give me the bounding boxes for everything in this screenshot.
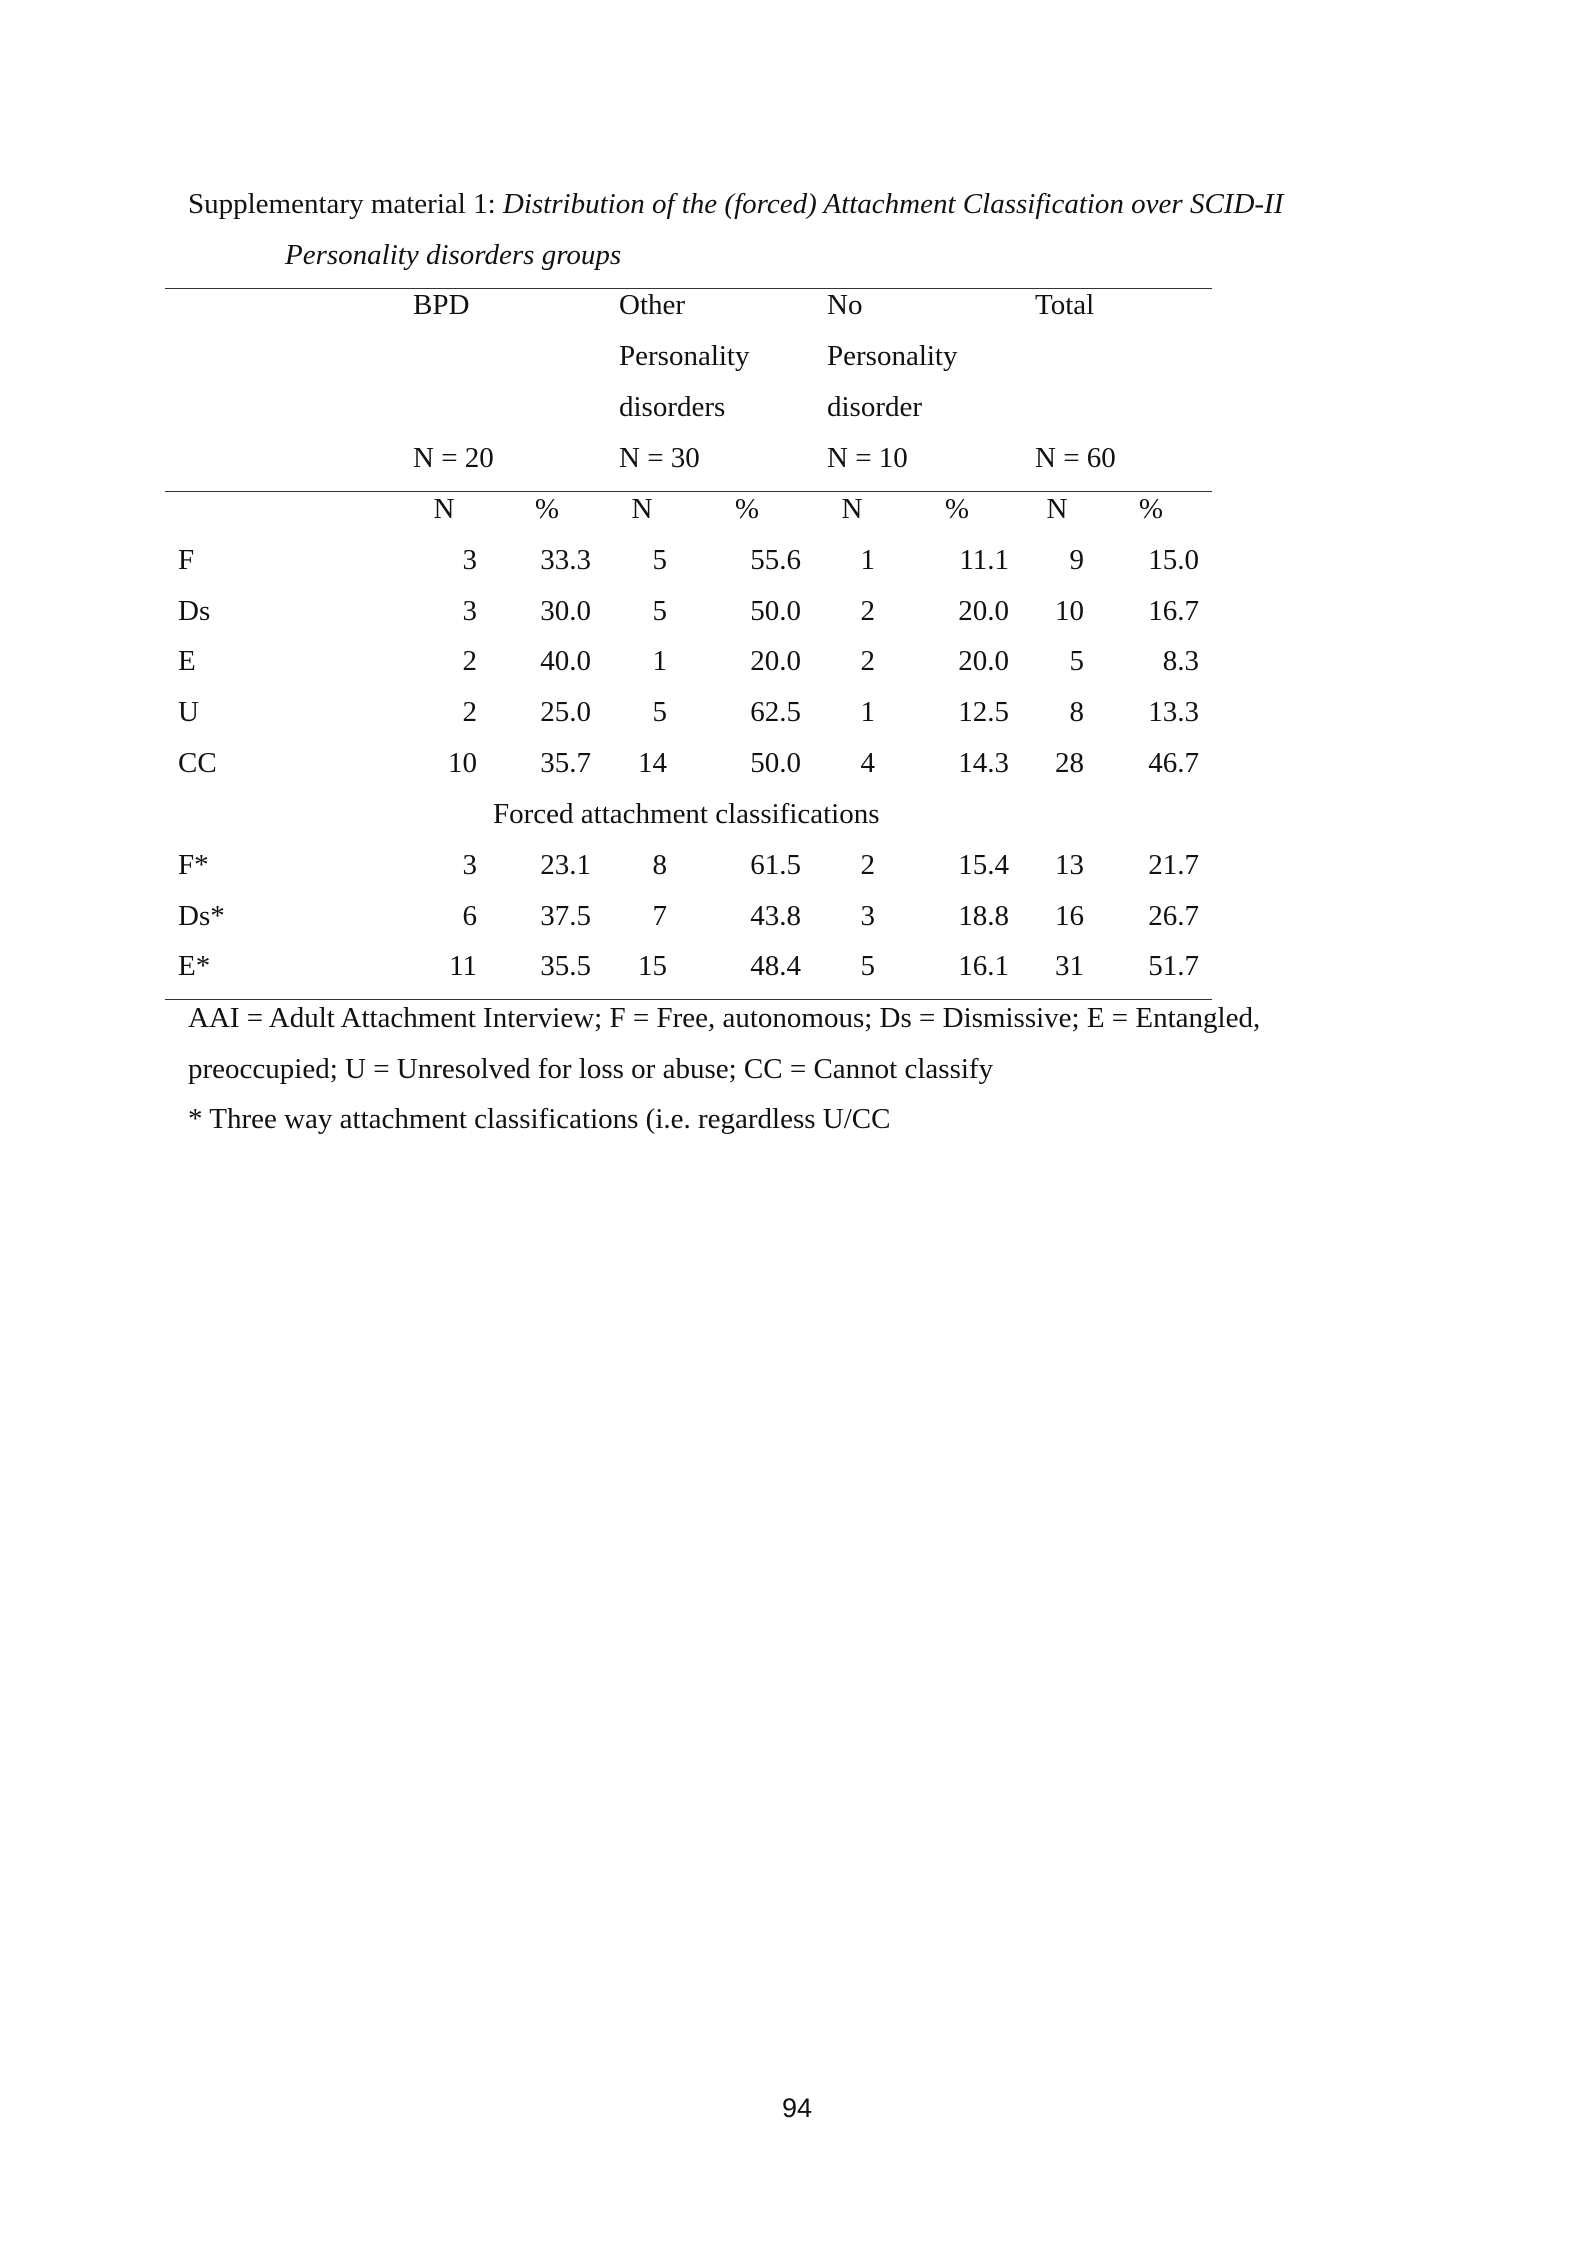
table-cell: 20.0 (958, 595, 1009, 627)
note-line-1: AAI = Adult Attachment Interview; F = Free, autonomous; Ds = Dismissive; E = Entangled, (188, 1002, 1261, 1034)
column-group-n: N = 10 (827, 442, 908, 474)
table-cell: 12.5 (958, 696, 1009, 728)
table-cell: 15.0 (1148, 544, 1199, 576)
table-cell: 8 (1069, 696, 1084, 728)
table-cell: 30.0 (540, 595, 591, 627)
table-cell: 10 (1055, 595, 1084, 627)
column-group-header: disorders (619, 391, 726, 423)
row-label: Ds* (178, 900, 225, 932)
table-cell: 2 (860, 595, 875, 627)
sub-header: % (734, 493, 760, 525)
table-bottom-rule (165, 999, 1212, 1000)
table-cell: 28 (1055, 747, 1084, 779)
table-cell: 1 (860, 544, 875, 576)
column-group-header: disorder (827, 391, 923, 423)
caption-title-line2: Personality disorders groups (285, 239, 622, 271)
table-cell: 14.3 (958, 747, 1009, 779)
table-cell: 5 (1069, 645, 1084, 677)
table-cell: 2 (860, 849, 875, 881)
table-cell: 23.1 (540, 849, 591, 881)
header-rule (165, 491, 1212, 492)
table-cell: 2 (462, 696, 477, 728)
table-cell: 16.7 (1148, 595, 1199, 627)
table-cell: 26.7 (1148, 900, 1199, 932)
table-cell: 11.1 (959, 544, 1009, 576)
column-group-header: BPD (413, 289, 470, 321)
row-label: F* (178, 849, 209, 881)
table-cell: 35.7 (540, 747, 591, 779)
table-cell: 11 (449, 950, 477, 982)
table-cell: 2 (860, 645, 875, 677)
table-cell: 21.7 (1148, 849, 1199, 881)
caption-prefix: Supplementary material 1: (188, 188, 503, 220)
table-cell: 16 (1055, 900, 1084, 932)
table-cell: 13 (1055, 849, 1084, 881)
column-group-header: Personality (827, 340, 958, 372)
table-cell: 13.3 (1148, 696, 1199, 728)
table-cell: 48.4 (750, 950, 801, 982)
table-cell: 15 (638, 950, 667, 982)
table-cell: 50.0 (750, 747, 801, 779)
row-label: E* (178, 950, 211, 982)
table-cell: 6 (462, 900, 477, 932)
table-cell: 8.3 (1162, 645, 1199, 677)
table-cell: 15.4 (958, 849, 1009, 881)
table-cell: 1 (652, 645, 667, 677)
table-cell: 20.0 (958, 645, 1009, 677)
table-cell: 1 (860, 696, 875, 728)
column-group-header: Total (1035, 289, 1095, 321)
sub-header: % (534, 493, 560, 525)
table-cell: 18.8 (958, 900, 1009, 932)
table-cell: 62.5 (750, 696, 801, 728)
table-cell: 3 (860, 900, 875, 932)
column-group-n: N = 60 (1035, 442, 1116, 474)
table-cell: 35.5 (540, 950, 591, 982)
table-cell: 5 (652, 595, 667, 627)
row-label: F (178, 544, 195, 576)
table-cell: 61.5 (750, 849, 801, 881)
row-label: U (178, 696, 199, 728)
table-cell: 7 (652, 900, 667, 932)
note-line-2: preoccupied; U = Unresolved for loss or abuse; CC = Cannot classify (188, 1053, 994, 1085)
row-label: Ds (178, 595, 211, 627)
table-cell: 10 (448, 747, 477, 779)
table-cell: 33.3 (540, 544, 591, 576)
table-cell: 43.8 (750, 900, 801, 932)
table-cell: 9 (1069, 544, 1084, 576)
table-cell: 8 (652, 849, 667, 881)
table-cell: 2 (462, 645, 477, 677)
column-group-n: N = 30 (619, 442, 700, 474)
table-caption (188, 190, 1283, 219)
table-cell: 3 (462, 849, 477, 881)
column-group-header: Personality (619, 340, 750, 372)
table-cell: 31 (1055, 950, 1084, 982)
caption-title-line1: Distribution of the (forced) Attachment Classification over SCID-II (502, 188, 1284, 220)
table-cell: 5 (652, 696, 667, 728)
table-cell: 37.5 (540, 900, 591, 932)
table-cell: 5 (860, 950, 875, 982)
sub-header: % (1138, 493, 1164, 525)
table-cell: 3 (462, 544, 477, 576)
column-group-header: No (827, 289, 863, 321)
row-label: E (178, 645, 196, 677)
sub-header: N (433, 493, 455, 525)
table-caption-line2 (285, 241, 621, 270)
table-cell: 40.0 (540, 645, 591, 677)
table-cell: 55.6 (750, 544, 801, 576)
table-cell: 16.1 (958, 950, 1009, 982)
note-line-3: * Three way attachment classifications (i.e. regardless U/CC (188, 1103, 891, 1135)
table-cell: 46.7 (1148, 747, 1199, 779)
table-cell: 50.0 (750, 595, 801, 627)
table-cell: 25.0 (540, 696, 591, 728)
sub-header: N (1046, 493, 1068, 525)
table-cell: 5 (652, 544, 667, 576)
table-cell: 20.0 (750, 645, 801, 677)
table-cell: 51.7 (1148, 950, 1199, 982)
forced-section-heading: Forced attachment classifications (493, 798, 880, 830)
column-group-header: Other (619, 289, 686, 321)
row-label: CC (178, 747, 217, 779)
page-number: 94 (781, 2093, 813, 2123)
sub-header: N (631, 493, 653, 525)
sub-header: N (841, 493, 863, 525)
table-cell: 4 (860, 747, 875, 779)
column-group-n: N = 20 (413, 442, 494, 474)
table-cell: 3 (462, 595, 477, 627)
table-cell: 14 (638, 747, 667, 779)
sub-header: % (944, 493, 970, 525)
